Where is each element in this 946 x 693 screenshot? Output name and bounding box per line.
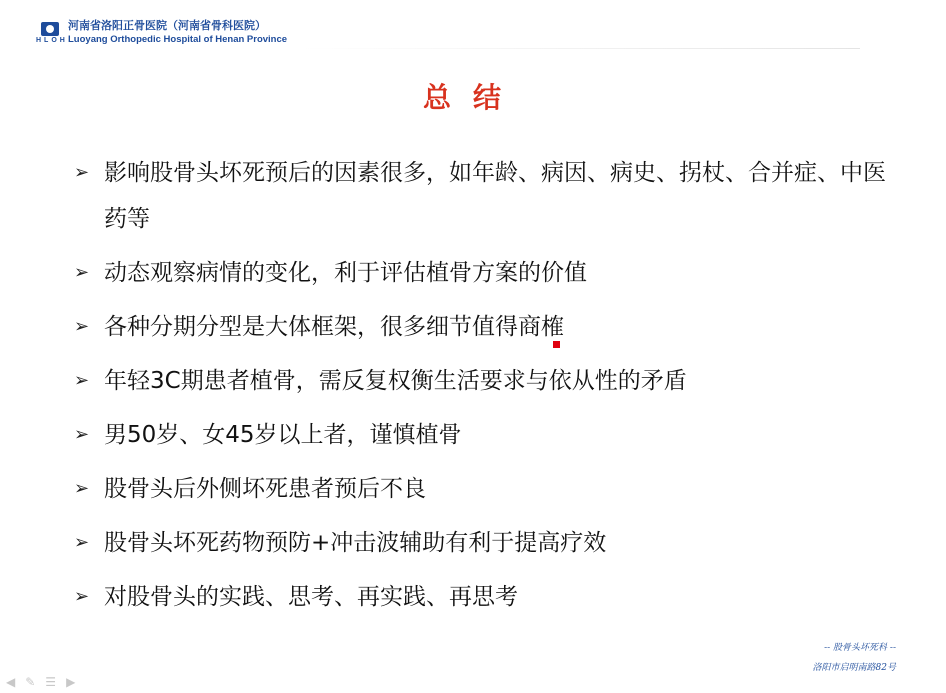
- arrow-bullet-icon: ➢: [74, 586, 90, 607]
- footer-address: 洛阳市启明南路82号: [812, 663, 896, 673]
- slideshow-nav: [6, 676, 75, 688]
- bullet-text: 影响股骨头坏死预后的因素很多，如年龄、病因、病史、拐杖、合并症、中医药等: [104, 160, 886, 232]
- header: [38, 16, 918, 50]
- arrow-bullet-icon: ➢: [74, 262, 90, 283]
- logo-letters: HLOH: [36, 37, 68, 44]
- bullet-text: 各种分期分型是大体框架，很多细节值得商榷: [104, 314, 564, 340]
- hospital-name-cn: 河南省洛阳正骨医院（河南省骨科医院）: [68, 19, 266, 32]
- arrow-bullet-icon: ➢: [74, 478, 90, 499]
- hospital-name: [68, 19, 287, 47]
- header-divider: [300, 48, 860, 49]
- prev-arrow-icon[interactable]: ◀: [6, 675, 16, 689]
- bullet-item: [74, 574, 894, 620]
- slide-title: 总结: [422, 81, 523, 114]
- bullet-list: [74, 150, 894, 628]
- hospital-logo: [36, 22, 68, 44]
- arrow-bullet-icon: ➢: [74, 370, 90, 391]
- menu-icon[interactable]: ☰: [45, 675, 57, 689]
- bullet-text: 股骨头后外侧坏死患者预后不良: [104, 476, 426, 502]
- bullet-text: 男50岁、女45岁以上者，谨慎植骨: [104, 422, 462, 448]
- bullet-text: 对股骨头的实践、思考、再实践、再思考: [104, 584, 518, 610]
- bullet-item: [74, 520, 894, 566]
- arrow-bullet-icon: ➢: [74, 532, 90, 553]
- next-arrow-icon[interactable]: ▶: [66, 675, 76, 689]
- bullet-item: [74, 250, 894, 296]
- arrow-bullet-icon: ➢: [74, 316, 90, 337]
- pen-icon[interactable]: ✎: [25, 675, 36, 689]
- bullet-text: 股骨头坏死药物预防+冲击波辅助有利于提高疗效: [104, 530, 607, 556]
- bullet-text: 年轻3C期患者植骨，需反复权衡生活要求与依从性的矛盾: [104, 368, 687, 394]
- bullet-text: 动态观察病情的变化，利于评估植骨方案的价值: [104, 260, 587, 286]
- bullet-item: [74, 358, 894, 404]
- bullet-item: [74, 150, 894, 242]
- bullet-item: [74, 304, 894, 350]
- bullet-item: [74, 412, 894, 458]
- logo-mark-icon: [41, 22, 59, 36]
- red-marker: [553, 341, 560, 348]
- bullet-item: [74, 466, 894, 512]
- arrow-bullet-icon: ➢: [74, 424, 90, 445]
- arrow-bullet-icon: ➢: [74, 162, 90, 183]
- hospital-name-en: Luoyang Orthopedic Hospital of Henan Province: [68, 34, 288, 45]
- footer-department: -- 股骨头坏死科 --: [824, 643, 896, 653]
